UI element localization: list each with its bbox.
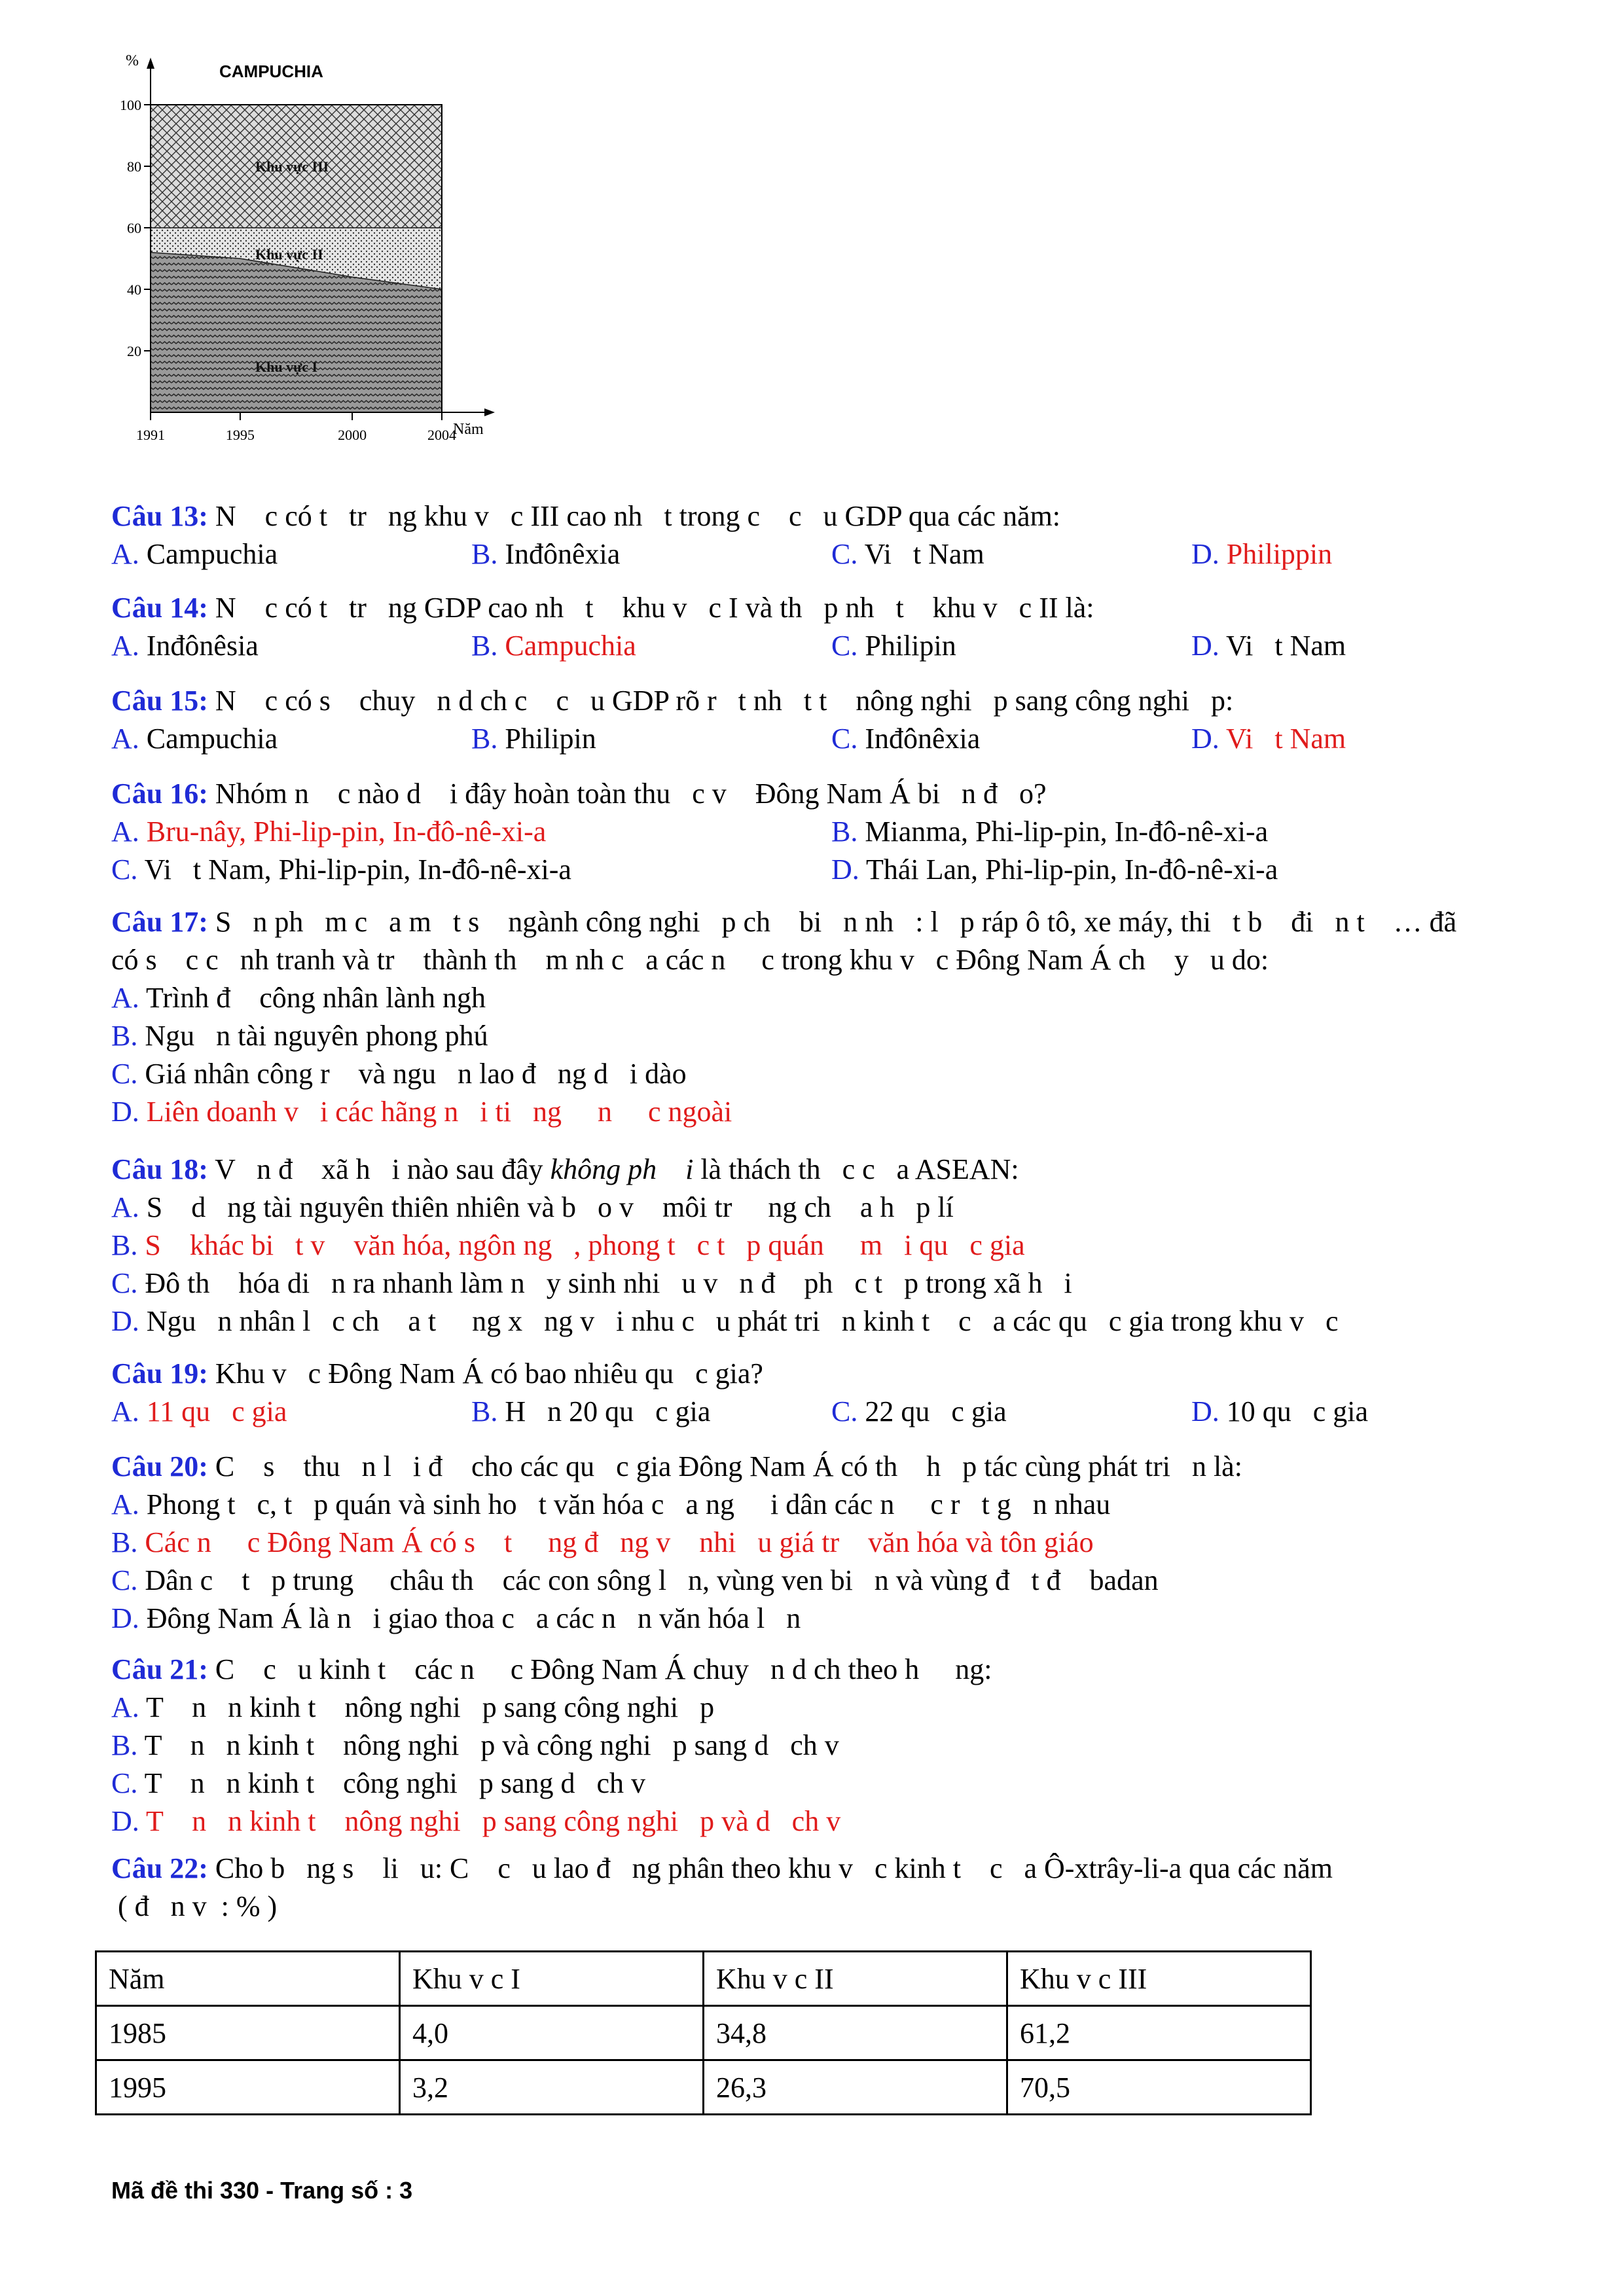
question-22-text: Cho b ng s li u: C c u lao đ ng phân theo khu v c kinh t c a Ô-xtrây-li-a qua các năm: [208, 1852, 1333, 1884]
question-text-after: là thách th c c a ASEAN:: [693, 1153, 1019, 1185]
answer-option-b[interactable]: [111, 1017, 488, 1055]
answer-option-a[interactable]: [111, 1689, 714, 1727]
question-text-line2: có s c c nh tranh và tr thành th m nh c a các n c trong khu v c Đông Nam Á ch y u do:: [111, 944, 1269, 976]
answer-option-b[interactable]: [111, 1524, 1094, 1562]
option-letter: D.: [1191, 1395, 1219, 1427]
option-letter: A.: [111, 982, 139, 1014]
x-axis-arrow: [484, 408, 495, 416]
question-head: Câu 18:: [111, 1153, 208, 1185]
option-letter: D.: [1191, 538, 1219, 570]
x-tick-label: 1991: [136, 427, 165, 443]
option-letter: C.: [111, 853, 138, 886]
y-tick-label: 20: [127, 343, 141, 359]
table-cell: 61,2: [1007, 2006, 1311, 2060]
answer-option-d[interactable]: [831, 851, 1278, 889]
answer-option-a[interactable]: [111, 627, 259, 665]
question-22-head: Câu 22:: [111, 1852, 208, 1884]
option-letter: D.: [1191, 723, 1219, 755]
answer-option-a[interactable]: [111, 813, 546, 851]
question-20: [111, 1448, 1551, 1638]
answer-option-d[interactable]: [1191, 720, 1346, 758]
option-text: S khác bi t v văn hóa, ngôn ng , phong t c t p quán m i qu c gia: [137, 1229, 1025, 1261]
answer-option-d[interactable]: [1191, 1393, 1368, 1431]
answer-option-c[interactable]: [111, 851, 571, 889]
option-text: Vi t Nam: [857, 538, 984, 570]
answer-option-b[interactable]: [111, 1727, 839, 1765]
option-text: T n n kinh t nông nghi p sang công nghi p: [139, 1691, 715, 1723]
area-label-khu-vuc-1: Khu vực I: [255, 359, 318, 375]
question-22-unit: ( đ n v : % ): [118, 1890, 278, 1922]
option-text: 11 qu c gia: [139, 1395, 287, 1427]
option-letter: C.: [111, 1564, 138, 1596]
option-text: Đô th hóa di n ra nhanh làm n y sinh nhi u v n đ ph c t p trong xã h i: [137, 1267, 1072, 1299]
option-letter: B.: [831, 816, 858, 848]
option-letter: C.: [111, 1058, 138, 1090]
chart-title: CAMPUCHIA: [219, 62, 323, 81]
option-letter: C.: [111, 1767, 138, 1799]
option-text: Bru-nây, Phi-lip-pin, In-đô-nê-xi-a: [139, 816, 547, 848]
option-text: Vi t Nam, Phi-lip-pin, In-đô-nê-xi-a: [137, 853, 571, 886]
table-row: [96, 2006, 1311, 2060]
option-letter: C.: [831, 538, 858, 570]
option-letter: B.: [111, 1229, 138, 1261]
table-row: [96, 2060, 1311, 2115]
option-text: Ngu n tài nguyên phong phú: [137, 1020, 488, 1052]
question-emphasis: không ph i: [550, 1153, 694, 1185]
option-letter: D.: [111, 1602, 139, 1634]
option-letter: D.: [111, 1805, 139, 1837]
area-label-khu-vuc-2: Khu vực II: [255, 246, 323, 262]
option-text: Vi t Nam: [1219, 723, 1346, 755]
answer-option-b[interactable]: [111, 1227, 1025, 1265]
option-letter: A.: [111, 1488, 139, 1520]
option-text: Campuchia: [139, 538, 278, 570]
answer-option-d[interactable]: [111, 1302, 1339, 1340]
option-text: 10 qu c gia: [1219, 1395, 1369, 1427]
option-text: Philippin: [1219, 538, 1333, 570]
option-letter: C.: [111, 1267, 138, 1299]
x-tick-label: 1995: [225, 427, 255, 443]
option-text: T n n kinh t công nghi p sang d ch v: [137, 1767, 646, 1799]
answer-option-a[interactable]: [111, 1189, 954, 1227]
option-text: Các n c Đông Nam Á có s t ng đ ng v nhi u giá tr văn hóa và tôn giáo: [137, 1526, 1094, 1558]
table-header-row: [96, 1952, 1311, 2006]
answer-option-b[interactable]: [471, 720, 596, 758]
question-text: N c có t tr ng GDP cao nh t khu v c I và th p nh t khu v c II là:: [208, 592, 1094, 624]
option-letter: B.: [471, 1395, 498, 1427]
australia-labor-table: [95, 1950, 1312, 2115]
answer-option-c[interactable]: [831, 720, 980, 758]
option-text: Thái Lan, Phi-lip-pin, In-đô-nê-xi-a: [859, 853, 1278, 886]
table-cell: 1985: [96, 2006, 400, 2060]
option-letter: B.: [471, 630, 498, 662]
answer-option-d[interactable]: [111, 1093, 732, 1131]
question-18: [111, 1151, 1551, 1340]
answer-option-a[interactable]: [111, 720, 278, 758]
question-text: N c có t tr ng khu v c III cao nh t trong c c u GDP qua các năm:: [208, 500, 1061, 532]
answer-option-c[interactable]: [831, 1393, 1007, 1431]
option-text: Liên doanh v i các hãng n i ti ng n c ngoài: [139, 1096, 732, 1128]
question-15: [111, 682, 1551, 758]
y-tick-label: 100: [120, 97, 141, 113]
option-text: T n n kinh t nông nghi p sang công nghi p và d ch v: [139, 1805, 841, 1837]
answer-option-b[interactable]: [471, 535, 620, 573]
option-text: Giá nhân công r và ngu n lao đ ng d i dào: [137, 1058, 687, 1090]
option-text: Campuchia: [139, 723, 278, 755]
option-text: T n n kinh t nông nghi p và công nghi p sang d ch v: [137, 1729, 839, 1761]
table-cell: 26,3: [704, 2060, 1007, 2115]
question-head: Câu 16:: [111, 778, 208, 810]
option-text: Philipin: [497, 723, 596, 755]
option-letter: A.: [111, 816, 139, 848]
answer-option-a[interactable]: [111, 535, 278, 573]
table-cell: 70,5: [1007, 2060, 1311, 2115]
question-text: S n ph m c a m t s ngành công nghi p ch bi n nh : l p ráp ô tô, xe máy, thi t b đi n t … đã: [208, 906, 1457, 938]
y-tick-label: 40: [127, 281, 141, 298]
y-axis-label: %: [126, 52, 139, 69]
option-letter: C.: [831, 1395, 858, 1427]
answer-option-d[interactable]: [1191, 535, 1332, 573]
option-letter: B.: [111, 1526, 138, 1558]
answer-option-d[interactable]: [111, 1600, 801, 1638]
answer-option-a[interactable]: [111, 1393, 287, 1431]
question-head: Câu 20:: [111, 1450, 208, 1482]
option-letter: B.: [471, 723, 498, 755]
option-text: Trình đ công nhân lành ngh: [139, 982, 486, 1014]
table-header-cell: Khu v c II: [704, 1952, 1007, 2006]
campuchia-gdp-chart: [98, 46, 517, 491]
answer-option-d[interactable]: [1191, 627, 1346, 665]
option-letter: A.: [111, 538, 139, 570]
option-text: Dân c t p trung châu th các con sông l n, vùng ven bi n và vùng đ t đ badan: [137, 1564, 1159, 1596]
option-letter: A.: [111, 1395, 139, 1427]
area-label-khu-vuc-3: Khu vực III: [255, 158, 329, 175]
option-letter: B.: [111, 1020, 138, 1052]
option-text: S d ng tài nguyên thiên nhiên và b o v môi tr ng ch a h p lí: [139, 1191, 954, 1223]
question-head: Câu 15:: [111, 685, 208, 717]
option-text: Mianma, Phi-lip-pin, In-đô-nê-xi-a: [857, 816, 1269, 848]
question-text: C s thu n l i đ cho các qu c gia Đông Nam Á có th h p tác cùng phát tri n là:: [208, 1450, 1242, 1482]
option-text: Đông Nam Á là n i giao thoa c a các n n văn hóa l n: [139, 1602, 801, 1634]
option-letter: D.: [111, 1305, 139, 1337]
question-text: Khu v c Đông Nam Á có bao nhiêu qu c gia?: [208, 1357, 763, 1390]
answer-option-c[interactable]: [831, 627, 956, 665]
answer-option-c[interactable]: [831, 535, 984, 573]
option-letter: A.: [111, 630, 139, 662]
option-letter: D.: [831, 853, 859, 886]
answer-option-d[interactable]: [111, 1803, 840, 1840]
question-head: Câu 19:: [111, 1357, 208, 1390]
answer-option-b[interactable]: [831, 813, 1268, 851]
option-text: H n 20 qu c gia: [497, 1395, 711, 1427]
question-head: Câu 17:: [111, 906, 208, 938]
option-letter: A.: [111, 1191, 139, 1223]
y-tick-label: 60: [127, 220, 141, 236]
option-text: Campuchia: [497, 630, 636, 662]
x-tick-label: 2004: [427, 427, 456, 443]
answer-option-a[interactable]: [111, 979, 486, 1017]
option-letter: D.: [1191, 630, 1219, 662]
answer-option-b[interactable]: [471, 627, 636, 665]
table-cell: 34,8: [704, 2006, 1007, 2060]
option-letter: B.: [471, 538, 498, 570]
table-cell: 1995: [96, 2060, 400, 2115]
option-letter: C.: [831, 630, 858, 662]
option-text: Vi t Nam: [1219, 630, 1346, 662]
option-text: Phong t c, t p quán và sinh ho t văn hóa c a ng i dân các n c r t g n nhau: [139, 1488, 1111, 1520]
option-letter: B.: [111, 1729, 138, 1761]
option-letter: A.: [111, 723, 139, 755]
option-text: 22 qu c gia: [857, 1395, 1007, 1427]
table-header-cell: Năm: [96, 1952, 400, 2006]
question-19: [111, 1355, 1551, 1431]
answer-option-a[interactable]: [111, 1486, 1110, 1524]
option-text: Philipin: [857, 630, 956, 662]
question-14: [111, 589, 1551, 665]
question-text: C c u kinh t các n c Đông Nam Á chuy n d ch theo h ng:: [208, 1653, 992, 1685]
x-axis-label: Năm: [453, 421, 484, 438]
table-cell: 4,0: [400, 2006, 704, 2060]
table-cell: 3,2: [400, 2060, 704, 2115]
question-17: [111, 903, 1551, 1131]
question-head: Câu 14:: [111, 592, 208, 624]
option-text: Inđônêxia: [497, 538, 621, 570]
answer-option-c[interactable]: [111, 1562, 1159, 1600]
y-axis-arrow: [147, 58, 154, 69]
option-text: Ngu n nhân l c ch a t ng x ng v i nhu c u phát tri n kinh t c a các qu c gia trong khu v c: [139, 1305, 1339, 1337]
question-text: V n đ xã h i nào sau đây: [208, 1153, 550, 1185]
page-footer: Mã đề thi 330 - Trang số : 3: [111, 2177, 413, 2204]
answer-option-c[interactable]: [111, 1265, 1072, 1302]
answer-option-c[interactable]: [111, 1765, 645, 1803]
option-letter: D.: [111, 1096, 139, 1128]
x-tick-label: 2000: [338, 427, 367, 443]
question-text: N c có s chuy n d ch c c u GDP rõ r t nh t t nông nghi p sang công nghi p:: [208, 685, 1234, 717]
question-head: Câu 13:: [111, 500, 208, 532]
question-text: Nhóm n c nào d i đây hoàn toàn thu c v Đông Nam Á bi n đ o?: [208, 778, 1047, 810]
y-tick-label: 80: [127, 158, 141, 175]
question-16: [111, 775, 1551, 889]
question-21: [111, 1651, 1551, 1840]
option-letter: C.: [831, 723, 858, 755]
table-header-cell: Khu v c I: [400, 1952, 704, 2006]
option-text: Inđônêsia: [139, 630, 259, 662]
question-13: [111, 497, 1551, 573]
question-head: Câu 21:: [111, 1653, 208, 1685]
answer-option-c[interactable]: [111, 1055, 687, 1093]
question-22: [111, 1850, 1333, 1926]
answer-option-b[interactable]: [471, 1393, 710, 1431]
option-letter: A.: [111, 1691, 139, 1723]
option-text: Inđônêxia: [857, 723, 981, 755]
table-header-cell: Khu v c III: [1007, 1952, 1311, 2006]
